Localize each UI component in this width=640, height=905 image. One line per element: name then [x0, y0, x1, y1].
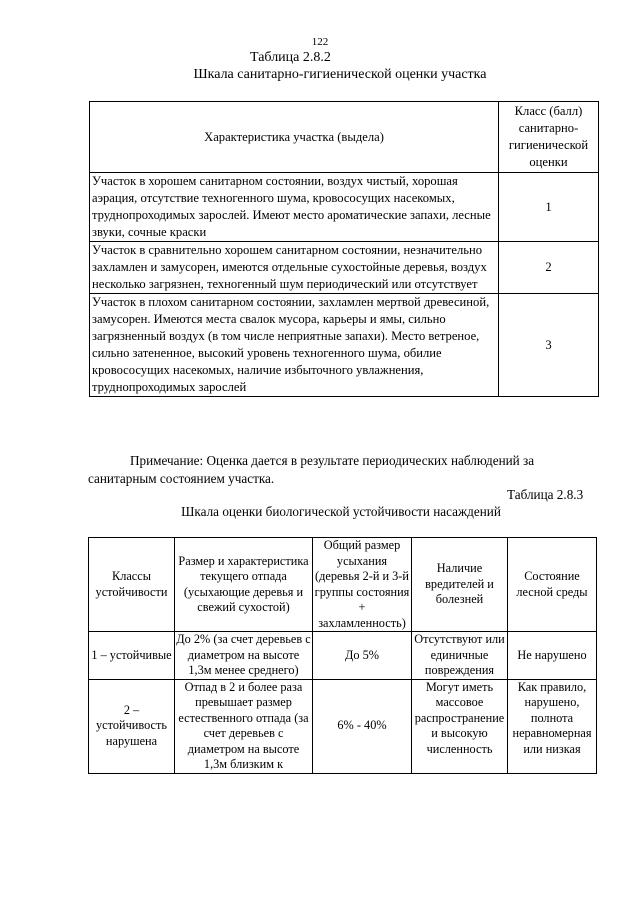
header-size: Размер и характеристика текущего отпада (усыхающие деревья и свежий сухостой): [175, 538, 313, 632]
cell-total: 6% - 40%: [313, 679, 412, 773]
cell-pests: Могут иметь массовое распространение и высокую численность: [412, 679, 508, 773]
row-characteristic: Участок в плохом санитарном состоянии, захламлен мертвой древесиной, замусорен. Имеются места свалок мусора, карьеры и ямы, сильно загрязненный воздух (в том числе неприятные запахи). Место ветреное, сильно затененное, высокий уровень техногенного шума, обилие кровососущих насекомых, наличие избыточного увлажнения, труднопроходимых зарослей: [90, 294, 499, 397]
cell-pests: Отсутствуют или единичные повреждения: [412, 632, 508, 680]
header-total: Общий размер усыхания (деревья 2-й и 3-й группы состояния + захламленность): [313, 538, 412, 632]
table-row: [89, 632, 597, 680]
row-class-value: 2: [499, 242, 599, 294]
page-number: 122: [311, 36, 329, 48]
table-label: Таблица 2.8.2: [250, 50, 331, 65]
header-characteristic: Характеристика участка (выдела): [90, 102, 499, 173]
header-class: Класс (балл) санитарно-гигиенической оценки: [499, 102, 599, 173]
table-row: [89, 679, 597, 773]
cell-classes: 1 – устойчивые: [89, 632, 175, 680]
page-bottom-margin: [0, 828, 640, 905]
header-pests: Наличие вредителей и болезней: [412, 538, 508, 632]
table-label: Таблица 2.8.3: [507, 487, 584, 502]
row-characteristic: Участок в сравнительно хорошем санитарном состоянии, незначительно захламлен и замусорен, имеются отдельные сухостойные деревья, воздух несколько загрязнен, техногенный шум периодический или отсутствует: [90, 242, 499, 294]
table-header-row: [89, 538, 597, 632]
table-row: [90, 242, 599, 294]
cell-size: До 2% (за счет деревьев с диаметром на высоте 1,3м менее среднего): [176, 632, 311, 677]
cell-size: Отпад в 2 и более раза превышает размер естественного отпада (за счет деревьев с диаметром на высоте 1,3м близким к: [175, 679, 313, 773]
row-characteristic: Участок в хорошем санитарном состоянии, воздух чистый, хорошая аэрация, отсутствие техногенного шума, кровососущих насекомых, труднопроходимых зарослей. Имеют место ароматические запахи, лесные звуки, сочные краски: [90, 173, 499, 242]
header-state: Состояние лесной среды: [508, 538, 597, 632]
row-class-value: 1: [499, 173, 599, 242]
cell-state: Не нарушено: [508, 632, 597, 680]
table-note: Примечание: Оценка дается в результате периодических наблюдений за санитарным состоянием участка.: [88, 453, 535, 486]
row-class-value: 3: [499, 294, 599, 397]
cell-classes: 2 – устойчивость нарушена: [89, 679, 175, 773]
table-row: [90, 173, 599, 242]
table-row: [90, 294, 599, 397]
header-classes: Классы устойчивости: [89, 538, 175, 632]
cell-total: До 5%: [313, 632, 412, 680]
table-title: Шкала санитарно-гигиенической оценки участка: [193, 67, 487, 82]
sanitary-scale-table: [89, 101, 599, 397]
table-header-row: [90, 102, 599, 173]
cell-state: Как правило, нарушено, полнота неравномерная или низкая: [508, 679, 597, 773]
table-title: Шкала оценки биологической устойчивости насаждений: [181, 504, 501, 519]
stability-scale-table: [88, 537, 597, 774]
